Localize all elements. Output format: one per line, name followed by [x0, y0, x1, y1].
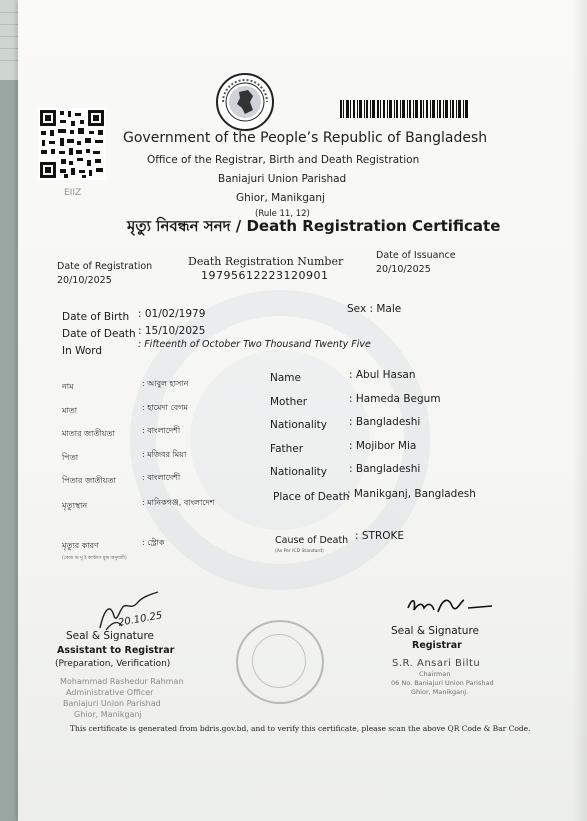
barcode	[340, 100, 468, 118]
upazila-name: Ghior, Manikganj	[236, 192, 325, 204]
mother-value: : Hameda Begum	[349, 393, 441, 405]
bn-name-label: নাম	[62, 382, 74, 391]
bn-mother-label: মাতা	[62, 406, 78, 415]
certificate-title: মৃত্যু নিবন্ধন সনদ / Death Registration Certificate	[127, 217, 501, 235]
handwritten-date: 20.10.25	[117, 610, 164, 629]
qr-code	[38, 108, 106, 180]
bn-father-value: : মজিবর মিয়া	[142, 450, 187, 459]
union-round-seal-inner	[252, 634, 306, 688]
office-name: Office of the Registrar, Birth and Death Registration	[147, 154, 420, 166]
government-emblem	[215, 72, 275, 132]
in-word-label: In Word	[62, 345, 103, 357]
father-nationality-label: Nationality	[270, 466, 328, 478]
registrar-name: S.R. Ansari Biltu	[392, 658, 481, 669]
qr-code-label: EIIZ	[64, 188, 82, 198]
date-of-registration-value: 20/10/2025	[57, 275, 112, 286]
verification-footer: This certificate is generated from bdris.gov.bd, and to verify this certificate, please scan the above QR Code & Bar Code.	[70, 724, 531, 733]
bn-mother-nationality-value: : বাংলাদেশী	[142, 426, 181, 435]
icd-note: (As Per ICD Standard)	[275, 549, 324, 554]
father-label: Father	[270, 443, 304, 455]
date-of-death-value: : 15/10/2025	[138, 325, 206, 337]
bn-father-nationality-label: পিতার জাতীয়তা	[62, 476, 116, 485]
bn-mother-value: : হামেদা বেগম	[142, 403, 188, 412]
cause-of-death-value: : STROKE	[355, 530, 405, 542]
mother-label: Mother	[270, 396, 308, 408]
bn-cause-of-death-value: : স্ট্রোক	[142, 538, 165, 547]
stamp-line: Administrative Officer	[66, 688, 154, 697]
rule-reference: (Rule 11, 12)	[255, 209, 310, 219]
mother-nationality-label: Nationality	[270, 419, 328, 431]
bn-place-of-death-value: : মানিকগঞ্জ, বাংলাদেশ	[142, 498, 215, 507]
union-name: Baniajuri Union Parishad	[218, 173, 347, 185]
date-of-registration-label: Date of Registration	[57, 261, 153, 272]
date-of-birth-label: Date of Birth	[62, 311, 130, 323]
cause-of-death-label: Cause of Death	[275, 535, 349, 546]
stamp-line: Ghior, Manikganj.	[411, 688, 469, 696]
death-registration-number: 19795612223120901	[201, 269, 329, 282]
assistant-registrar-title: Assistant to Registrar	[57, 645, 175, 656]
stamp-line: Chairman	[419, 670, 451, 678]
date-of-issuance-label: Date of Issuance	[376, 250, 456, 261]
right-seal-signature-label: Seal & Signature	[391, 625, 479, 637]
name-value: : Abul Hasan	[349, 369, 416, 381]
death-registration-number-label: Death Registration Number	[188, 255, 344, 268]
registrar-signature	[404, 590, 496, 620]
left-seal-signature-label: Seal & Signature	[66, 630, 154, 642]
assistant-registrar-subtitle: (Preparation, Verification)	[55, 659, 171, 669]
registrar-title: Registrar	[412, 640, 462, 651]
stamp-line: Mohammad Rashedur Rahman	[60, 677, 184, 686]
bn-name-value: : আবুল হাসান	[142, 379, 189, 388]
bn-father-label: পিতা	[62, 453, 79, 462]
father-nationality-value: : Bangladeshi	[349, 463, 421, 475]
sex-field: Sex : Male	[347, 303, 402, 315]
date-of-death-label: Date of Death	[62, 328, 136, 340]
stamp-line: 06 No. Baniajuri Union Parishad	[391, 679, 494, 687]
bn-place-of-death-label: মৃত্যুস্থান	[62, 501, 88, 510]
stamp-line: Baniajuri Union Parishad	[63, 699, 161, 708]
bn-father-nationality-value: : বাংলাদেশী	[142, 473, 181, 482]
place-of-death-label: Place of Death	[273, 491, 350, 503]
government-title: Government of the People’s Republic of Bangladesh	[123, 130, 488, 146]
name-label: Name	[270, 372, 301, 384]
bn-icd-note: (কো‌ড অ নু ই ক্যন্ট্যাগ মুন্দ্র অনু‌যায়ী)	[62, 556, 127, 561]
date-of-issuance-value: 20/10/2025	[376, 264, 431, 275]
place-of-death-value: : Manikganj, Bangladesh	[347, 488, 476, 500]
father-value: : Mojibor Mia	[349, 440, 417, 452]
in-word-value: : Fifteenth of October Two Thousand Twenty Five	[138, 339, 371, 350]
stamp-line: Ghior, Manikganj	[74, 710, 142, 719]
mother-nationality-value: : Bangladeshi	[349, 416, 421, 428]
date-of-birth-value: : 01/02/1979	[138, 308, 206, 320]
bn-mother-nationality-label: মাতার জাতীয়তা	[62, 429, 115, 438]
bn-cause-of-death-label: মৃত্যুর কারণ	[62, 541, 99, 550]
